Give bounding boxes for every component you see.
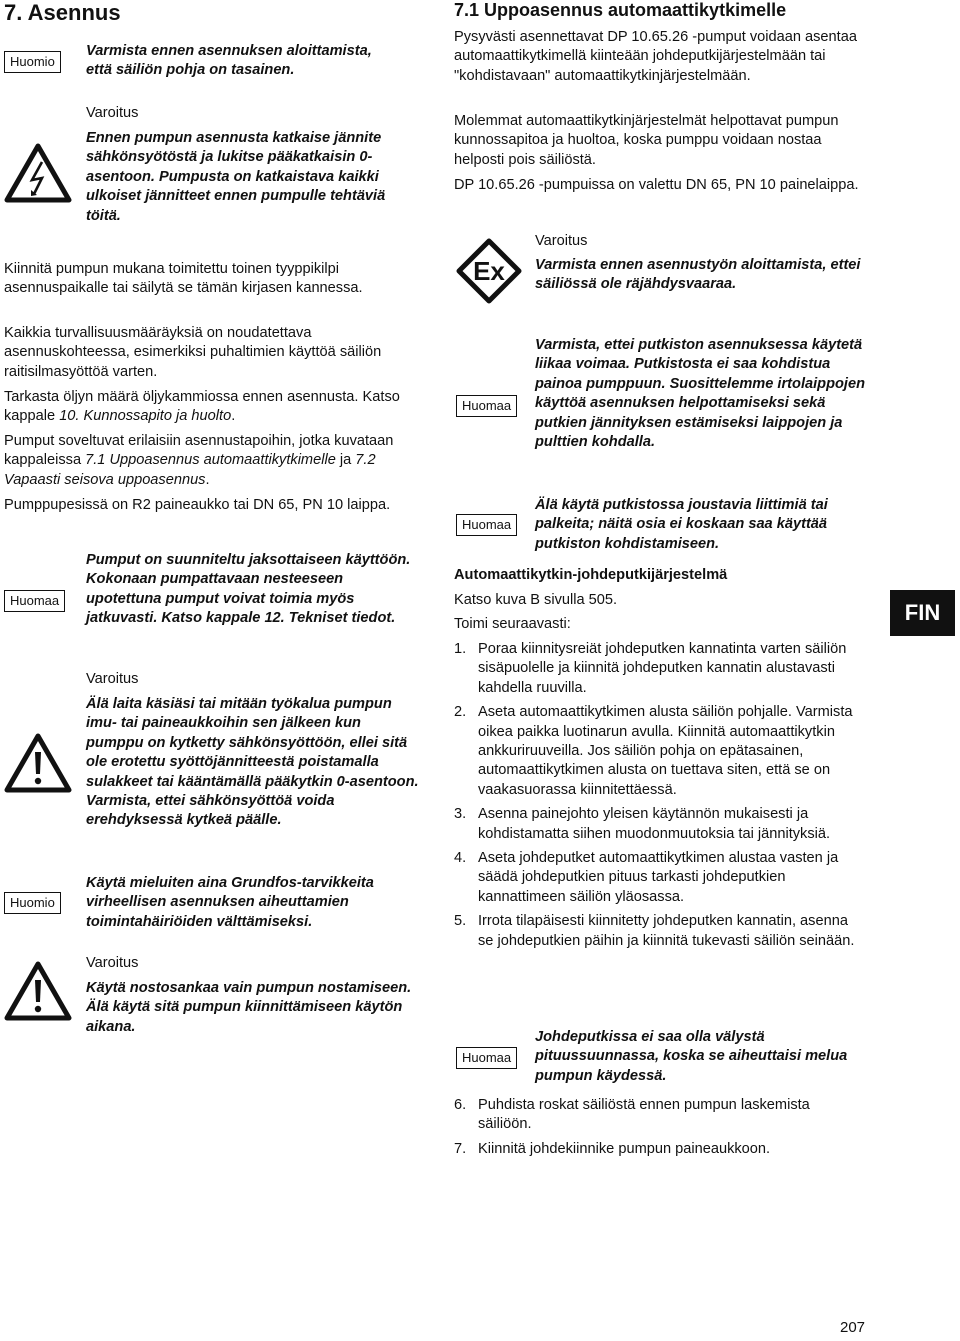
paragraph: Tarkasta öljyn määrä öljykammiossa ennen asennusta. Katso kappale 10. Kunnossapito ja huolto. <box>4 389 400 425</box>
list-item: 7. Kiinnitä johdekiinnike pumpun paineaukkoon. <box>454 1140 771 1157</box>
steps-list <box>454 640 866 956</box>
paragraph: Molemmat automaattikytkinjärjestelmät helpottavat pumpun kunnossapitoa ja huoltoa, koska pumppu voidaan nostaa helposti pois säiliöstä. <box>454 113 839 168</box>
warning-text: Älä laita käsiäsi tai mitään työkalua pumpun imu- tai paineaukkoihin sen jälkeen kun pumppu on kytketty sähkönsyöttöön, ellei sitä ole erotettu syöttöjännitteestä poistamalla sulakkeet tai kääntämällä pääkytkin 0-asentoon. Varmista, ettei sähkönsyöttöä voida erehdyksessä kytkeä päälle. <box>86 696 419 829</box>
warning-label: Varoitus <box>86 105 139 121</box>
note-tag: Huomio <box>4 51 61 73</box>
paragraph: Kiinnitä pumpun mukana toimitettu toinen tyyppikilpi asennuspaikalle tai säilytä se tämän kirjasen kannessa. <box>4 261 363 297</box>
paragraph: Pumput soveltuvat erilaisiin asennustapoihin, jotka kuvataan kappaleissa 7.1 Uppoasennus automaattikytkimelle ja 7.2 Vapaasti seisova uppoasennus. <box>4 433 394 488</box>
warning-text: Käytä nostosankaa vain pumpun nostamiseen. Älä käytä sitä pumpun kiinnittämiseen käytön aikana. <box>86 980 412 1035</box>
note-text: Johdeputkissa ei saa olla välystä pituussuunnassa, koska se aiheuttaisi melua pumpun käydessä. <box>535 1029 848 1084</box>
page-number: 207 <box>840 1319 866 1336</box>
note-text: Pumput on suunniteltu jaksottaiseen käyttöön. Kokonaan pumpattavaan nesteeseen upotettuna pumput voivat toimia myös jatkuvasti. Katso kappale 12. Tekniset tiedot. <box>86 552 411 627</box>
section-heading: 7. Asennus <box>4 0 121 25</box>
list-item: 4. Aseta johdeputket automaattikytkimen alustaa vasten ja säädä johdeputkien pituus tarkasti johdeputkien kannattimeen säiliön yläosassa. <box>454 850 839 905</box>
svg-text:Ex: Ex <box>473 256 505 286</box>
list-item: 1. Poraa kiinnitysreiät johdeputken kannatinta varten säiliön sisäpuolelle ja kiinnitä johdeputken kannatin alustavasti kahdella ruuvilla. <box>454 641 847 696</box>
warning-label: Varoitus <box>535 233 588 249</box>
note-tag: Huomaa <box>456 395 517 417</box>
subsection-heading: 7.1 Uppoasennus automaattikytkimelle <box>454 0 787 20</box>
note-text: Varmista, ettei putkiston asennuksessa käytetä liikaa voimaa. Putkistosta ei saa kohdistua painoa pumppuun. Suosittelemme irtolaippojen käyttöä asennuksen helpottamiseksi sekä putkien jännityksen estämiseksi laippojen ja pulttien kohdalla. <box>535 337 865 451</box>
warning-label: Varoitus <box>86 955 139 971</box>
note-text: Älä käytä putkistossa joustavia liittimiä tai palkeita; näitä osia ei koskaan saa käyttää putkiston kohdistamiseen. <box>535 497 828 552</box>
warning-text: Ennen pumpun asennusta katkaise jännite sähkönsyötöstä ja lukitse pääkatkaisin 0-asentoon. Pumpusta on katkaistava kaikki ulkoiset jännitteet ennen pumpulle tehtäviä töitä. <box>86 130 386 224</box>
note-text: Käytä mieluiten aina Grundfos-tarvikkeita virheellisen asennuksen aiheuttamien toimintahäiriöiden välttämiseksi. <box>86 875 374 930</box>
paragraph: Katso kuva B sivulla 505. <box>454 592 618 608</box>
subheading: Automaattikytkin-johdeputkijärjestelmä <box>454 567 728 583</box>
warning-text: Varmista ennen asennustyön aloittamista, ettei säiliössä ole räjähdysvaaraa. <box>535 257 861 293</box>
warning-icon <box>4 960 72 1022</box>
paragraph: Toimi seuraavasti: <box>454 616 571 632</box>
paragraph: Kaikkia turvallisuusmääräyksiä on noudatettava asennuskohteessa, esimerkiksi puhaltimien käyttöä säiliön raitisilmasyöttöä varten. <box>4 325 382 380</box>
warning-label: Varoitus <box>86 671 139 687</box>
note-text: Varmista ennen asennuksen aloittamista, että säiliön pohja on tasainen. <box>86 43 372 79</box>
language-tab: FIN <box>890 590 955 636</box>
paragraph: Pysyvästi asennettavat DP 10.65.26 -pumput voidaan asentaa automaattikytkimellä kiinteään johdeputkijärjestelmään tai "kohdistavaan" automaattikytkinjärjestelmään. <box>454 29 857 84</box>
paragraph: Pumppupesissä on R2 paineaukko tai DN 65, PN 10 laippa. <box>4 497 391 513</box>
note-tag: Huomaa <box>456 514 517 536</box>
note-tag: Huomio <box>4 892 61 914</box>
list-item: 3. Asenna painejohto yleisen käytännön mukaisesti ja kohdistamatta siihen muodonmuutoksia tai jännityksiä. <box>454 806 831 842</box>
list-item: 2. Aseta automaattikytkimen alusta säiliön pohjalle. Varmista oikea paikka luotinarun avulla. Kiinnitä automaattikytkin ankkuriruuveilla. Jos säiliön pohja on epätasainen, automaattikytkimen alusta on tuettava siten, että se on vaakasuorassa kiinnitettäessä. <box>454 704 853 798</box>
note-tag: Huomaa <box>456 1047 517 1069</box>
paragraph: DP 10.65.26 -pumpuissa on valettu DN 65, PN 10 painelaippa. <box>454 177 859 193</box>
list-item: 6. Puhdista roskat säiliöstä ennen pumpun laskemista säiliöön. <box>454 1097 810 1133</box>
steps-list <box>454 1096 866 1164</box>
explosion-hazard-icon <box>456 238 522 304</box>
electrical-hazard-icon <box>4 142 72 204</box>
warning-icon <box>4 732 72 794</box>
list-item: 5. Irrota tilapäisesti kiinnitetty johdeputken kannatin, asenna se johdeputkien päihin ja kiinnitä tukevasti säiliön seinään. <box>454 913 855 949</box>
note-tag: Huomaa <box>4 590 65 612</box>
